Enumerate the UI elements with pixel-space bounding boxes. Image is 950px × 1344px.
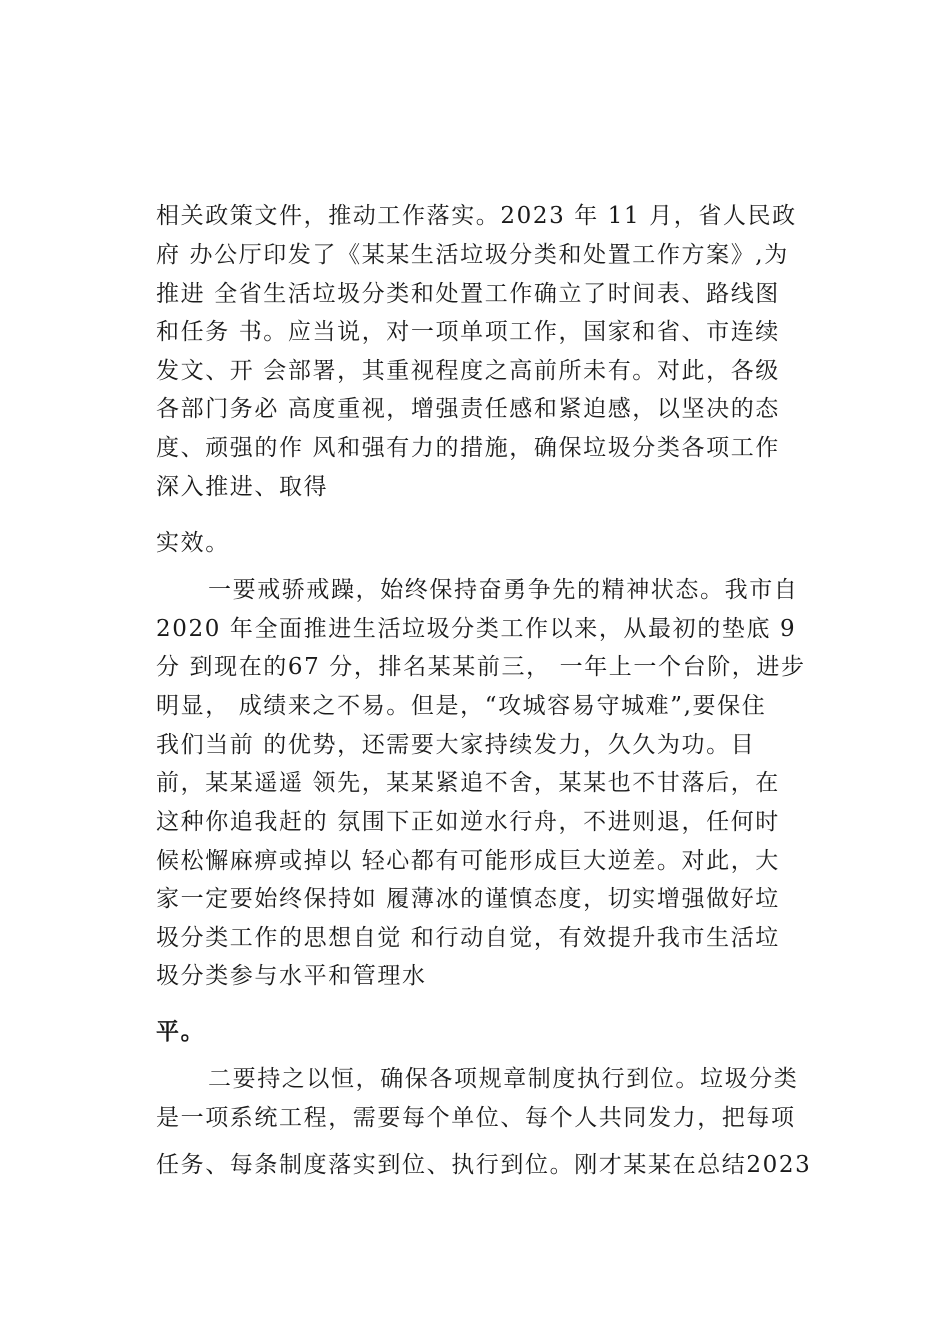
text-line: 实效。 <box>156 530 230 556</box>
text-line: 和任务 书。应当说，对一项单项工作，国家和省、市连续 <box>156 319 780 345</box>
text-line: 平。 <box>156 1018 206 1045</box>
text-line: 候松懈麻痹或掉以 轻心都有可能形成巨大逆差。对此，大 <box>156 848 780 874</box>
text-line: 圾分类参与水平和管理水 <box>156 963 427 989</box>
text-line: 府 办公厅印发了《某某生活垃圾分类和处置工作方案》,为 <box>156 242 789 268</box>
text-line: 我们当前 的优势，还需要大家持续发力，久久为功。目 <box>156 732 756 758</box>
text-line: 深入推进、取得 <box>156 474 329 500</box>
text-line: 这种你追我赶的 氛围下正如逆水行舟，不进则退，任何时 <box>156 809 780 835</box>
text-line: 度、顽强的作 风和强有力的措施，确保垃圾分类各项工作 <box>156 435 780 461</box>
text-line: 2020 年全面推进生活垃圾分类工作以来，从最初的垫底 9 <box>156 616 797 642</box>
text-line: 圾分类工作的思想自觉 和行动自觉，有效提升我市生活垃 <box>156 925 780 951</box>
paragraph-first-line: 一要戒骄戒躁，始终保持奋勇争先的精神状态。我市自 <box>208 577 799 603</box>
text-line: 各部门务必 高度重视，增强责任感和紧迫感，以坚决的态 <box>156 396 780 422</box>
text-line: 是一项系统工程，需要每个单位、每个人共同发力，把每项 <box>156 1105 796 1131</box>
text-line: 家一定要始终保持如 履薄冰的谨慎态度，切实增强做好垃 <box>156 886 780 912</box>
text-line: 分 到现在的67 分，排名某某前三， 一年上一个台阶，进步 <box>156 654 806 680</box>
text-line: 发文、开 会部署，其重视程度之高前所未有。对此，各级 <box>156 358 780 384</box>
text-line: 前，某某遥遥 领先，某某紧追不舍，某某也不甘落后，在 <box>156 770 780 796</box>
paragraph-first-line: 二要持之以恒，确保各项规章制度执行到位。垃圾分类 <box>208 1066 799 1092</box>
text-line: 推进 全省生活垃圾分类和处置工作确立了时间表、路线图 <box>156 281 780 307</box>
text-line: 明显， 成绩来之不易。但是，“攻城容易守城难”,要保住 <box>156 693 767 719</box>
text-line: 相关政策文件，推动工作落实。2023 年 11 月，省人民政 <box>156 203 797 229</box>
text-line: 任务、每条制度落实到位、执行到位。刚才某某在总结2023 <box>156 1152 812 1178</box>
